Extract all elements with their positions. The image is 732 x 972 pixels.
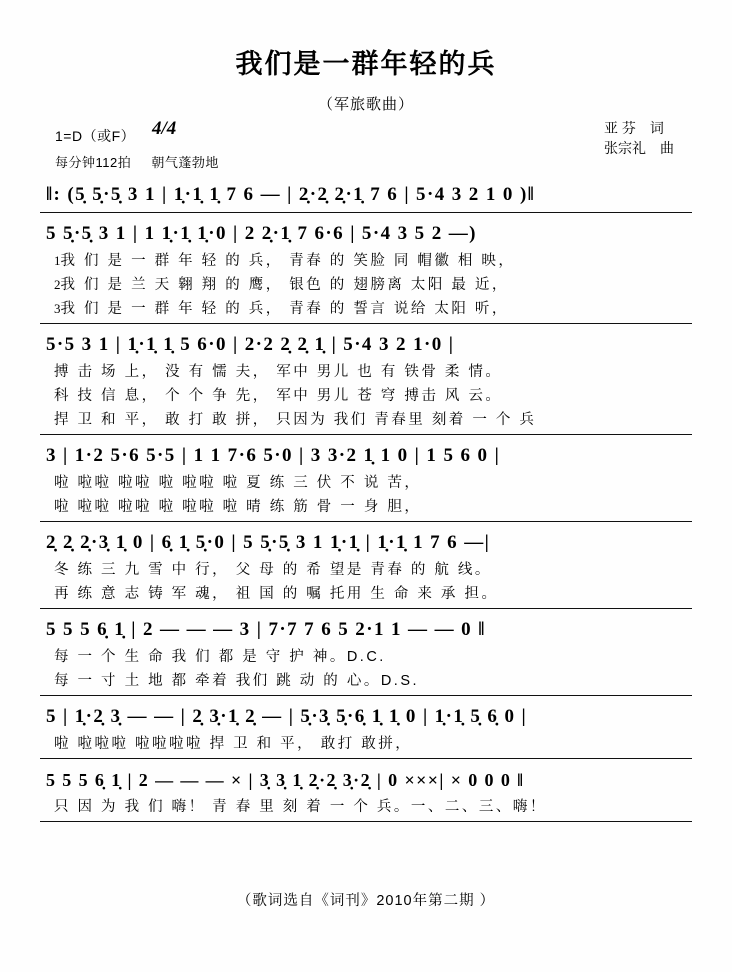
music-system (40, 528, 692, 609)
composer-credit (604, 138, 674, 158)
composer-name: 张宗礼 (604, 140, 646, 156)
notation-line: 5·5 3 1 | 1̣·1̣ 1̣ 5 6·0 | 2·2 2̣ 2̣ 1̣ | 5·4 3 2 1·0 | (46, 334, 455, 355)
lyricist-role: 词 (649, 120, 664, 136)
credits (604, 118, 674, 158)
lyric-line: 搏 击 场 上， 没 有 懦 夫， 军中 男儿 也 有 铁骨 柔 情。 (54, 364, 503, 380)
score-metadata (0, 116, 732, 170)
music-system (40, 330, 692, 435)
notation-line: 3 | 1·2 5·6 5·5 | 1 1 7·6 5·0 | 3 3·2 1̣ 1 0 | 1 5 6 0 | (46, 445, 501, 466)
tempo-marking (55, 152, 219, 171)
notation-line: 5 5 5 6̣ 1̣ | 2 — — — 3 | 7·7 7 6 5 2·1 1 — — 0 ‖ (46, 619, 486, 640)
lyric-line: 只 因 为 我 们 嗨！ 青 春 里 刻 着 一 个 兵。一、二、三、嗨！ (54, 799, 547, 815)
lyric-line: 科 技 信 息， 个 个 争 先， 军中 男儿 苍 穹 搏击 风 云。 (54, 388, 503, 404)
page-subtitle: （军旅歌曲） (317, 96, 414, 113)
notation-line: 5 5̣·5̣ 3 1 | 1 1̣·1̣ 1̣·0 | 2 2̣·1̣ 7 6·6 | 5·4 3 5 2 —) (46, 223, 477, 244)
lyric-line (40, 273, 692, 297)
tempo-bpm: 每分钟112拍 (55, 155, 132, 170)
notation-line: 2̣ 2̣ 2̣·3̣ 1̣ 0 | 6̣ 1̣ 5̣·0 | 5 5̣·5̣ 3 1 1̣·1̣ | 1̣·1̣ 1 7 6 —| (46, 532, 491, 553)
music-system (40, 702, 692, 759)
music-system (40, 441, 692, 522)
music-system (40, 615, 692, 696)
music-system (40, 219, 692, 324)
lyric-line: 冬 练 三 九 雪 中 行， 父 母 的 希 望是 青春 的 航 线。 (54, 562, 492, 578)
notation-line: 5 | 1̣·2̣ 3̣ — — | 2̣ 3̣·1̣ 2̣ — | 5̣·3̣ 5̣·6̣ 1̣ 1̣ 0 | 1̣·1̣ 5̣ 6̣ 0 | (46, 706, 528, 727)
lyric-line: 再 练 意 志 铸 军 魂， 祖 国 的 嘱 托用 生 命 来 承 担。 (54, 586, 499, 602)
music-system (40, 180, 692, 213)
time-signature: 4/4 (152, 118, 177, 139)
lyric-line: 每 一 寸 土 地 都 牵着 我们 跳 动 的 心。D.S. (54, 673, 420, 689)
lyric-line: 啦 啦啦 啦啦 啦 啦啦 啦 晴 练 筋 骨 一 身 胆， (54, 499, 422, 515)
lyric-line: 啦 啦啦 啦啦 啦 啦啦 啦 夏 练 三 伏 不 说 苦， (54, 475, 422, 491)
mood-marking: 朝气蓬勃地 (151, 155, 219, 170)
lyric-line (40, 249, 692, 273)
verse-number: 1 (54, 253, 61, 268)
page-title: 我们是一群年轻的兵 (235, 49, 497, 79)
notation-line: ‖: (5̣ 5̣·5̣ 3 1 | 1̣·1̣ 1̣ 7 6 — | 2̣·2̣ 2̣·1̣ 7 6 | 5·4 3 2 1 0 )‖ (46, 184, 536, 205)
verse-number: 2 (54, 277, 61, 292)
composer-role: 曲 (660, 140, 674, 156)
lyric-line: 每 一 个 生 命 我 们 都 是 守 护 神。D.C. (54, 649, 386, 665)
lyric-line (40, 297, 692, 321)
lyric-text: 我 们 是 一 群 年 轻 的 兵， 青春 的 笑脸 同 帽徽 相 映， (60, 253, 516, 269)
lyricist-name: 亚 芬 (604, 120, 636, 136)
music-system (40, 765, 692, 822)
lyricist-credit (604, 118, 674, 138)
source-note: （歌词选自《词刊》2010年第二期 ） (236, 893, 496, 909)
lyric-text: 我 们 是 一 群 年 轻 的 兵， 青春 的 誓言 说给 太阳 听， (60, 301, 509, 317)
key-signature: 1=D（或F） (55, 128, 136, 144)
lyric-line: 啦 啦啦啦 啦啦啦啦 捍 卫 和 平， 敢打 敢拼， (54, 736, 413, 752)
notation-line: 5 5 5 6̣ 1̣ | 2 — — — × | 3̣ 3̣ 1̣ 2̣·2̣ 3̣·2̣ | 0 ×××| × 0 0 0 ‖ (46, 770, 525, 790)
lyric-line: 捍 卫 和 平， 敢 打 敢 拼， 只因为 我们 青春里 刻着 一 个 兵 (54, 412, 537, 428)
music-staff-area (0, 180, 732, 822)
verse-number: 3 (54, 301, 61, 316)
lyric-text: 我 们 是 兰 天 翱 翔 的 鹰， 银色 的 翅膀离 太阳 最 近， (60, 277, 509, 293)
